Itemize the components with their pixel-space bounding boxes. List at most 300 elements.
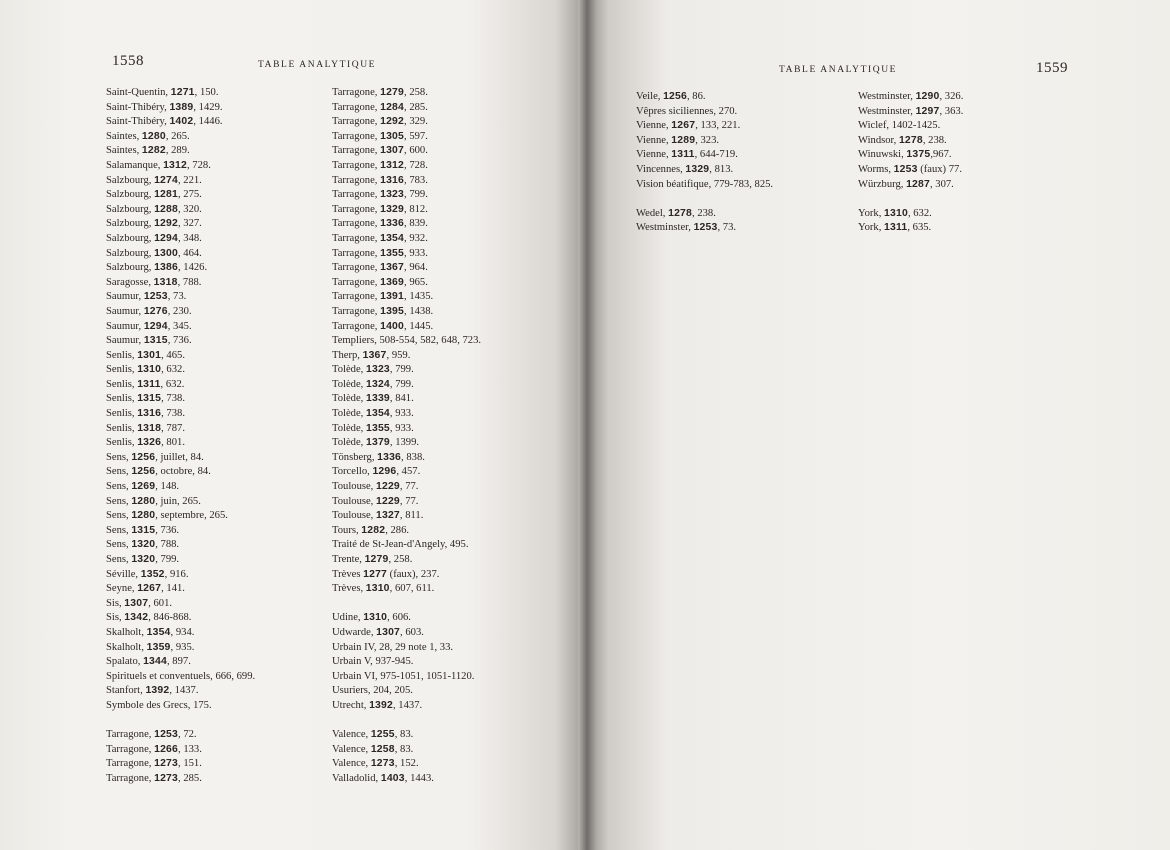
entry-text: Sens, [106, 451, 132, 463]
entry-text: , 632. [161, 364, 185, 376]
entry-year: 1255 [370, 729, 395, 741]
entry-year: 1289 [671, 134, 696, 146]
entry-year: 1310 [363, 612, 388, 624]
entry-text: , 632. [160, 378, 185, 390]
index-entry [332, 509, 481, 524]
index-entry [332, 232, 481, 247]
index-entry [106, 772, 255, 787]
entry-text: , 320. [177, 203, 202, 215]
entry-year: 1354 [146, 626, 171, 638]
entry-year: 1294 [143, 320, 168, 332]
index-entry [106, 378, 255, 393]
entry-text: Westminster, [636, 222, 694, 234]
entry-text: Udine, [332, 612, 364, 624]
index-entry [106, 495, 255, 510]
entry-text: , 1426. [177, 262, 208, 274]
entry-text: Traité de St-Jean-d'Angely, 495. [332, 539, 469, 551]
entry-text: Wedel, [636, 207, 669, 219]
entry-year: 1310 [365, 583, 390, 595]
entry-text: , 933. [389, 408, 414, 420]
index-column-left-1 [106, 86, 255, 787]
index-entry [636, 119, 773, 134]
book-gutter [578, 0, 596, 850]
entry-text: , 285. [178, 772, 202, 784]
index-entry [106, 101, 255, 116]
entry-year: 1280 [131, 510, 156, 522]
entry-text: Skalholt, [106, 626, 147, 638]
index-entry [106, 757, 255, 772]
entry-text: , 285. [404, 101, 428, 113]
entry-year: 1329 [685, 163, 710, 175]
entry-text: Vêpres siciliennes, 270. [636, 105, 738, 117]
entry-text: Tarragone, [106, 772, 155, 784]
index-entry [858, 178, 963, 193]
index-entry [106, 115, 255, 130]
entry-year: 1354 [365, 408, 390, 420]
entry-text: , 897. [167, 656, 191, 668]
entry-year: 1267 [137, 583, 162, 595]
entry-text: Tolède, [332, 422, 366, 434]
index-entry [332, 378, 481, 393]
entry-text: Spalato, [106, 656, 144, 668]
entry-text: , 783. [404, 174, 428, 186]
index-entry [332, 626, 481, 641]
entry-year: 1267 [671, 120, 696, 132]
entry-year: 1253 [143, 291, 168, 303]
entry-text: , 846-868. [148, 612, 192, 624]
entry-text: , 799. [155, 554, 180, 565]
entry-year: 1344 [143, 656, 167, 668]
entry-text: Sis, [106, 597, 125, 609]
entry-year: 1292 [380, 116, 405, 128]
index-entry [106, 582, 255, 597]
entry-text: , 1437. [393, 699, 423, 711]
entry-text: Tarragone, [332, 232, 381, 244]
entry-text: Westminster, [858, 105, 916, 117]
entry-text: Toulouse, [332, 510, 376, 522]
entry-text: , 230. [167, 305, 192, 317]
entry-year: 1300 [154, 247, 178, 259]
entry-year: 1318 [137, 422, 162, 434]
entry-year: 1288 [154, 203, 178, 215]
right-page [585, 0, 1170, 850]
entry-year: 1339 [365, 393, 390, 405]
entry-text: , 799. [404, 189, 428, 201]
entry-year: 1395 [380, 305, 405, 317]
entry-text: Valence, [332, 758, 371, 770]
entry-text: , 1429. [193, 101, 223, 113]
index-entry [332, 524, 481, 539]
index-entry [106, 232, 255, 247]
entry-text: , septembre, 265. [155, 510, 228, 522]
entry-text: Tarragone, [332, 116, 381, 128]
index-entry [332, 159, 481, 174]
index-entry [106, 728, 255, 743]
index-entry [332, 188, 481, 203]
entry-text: , 811. [399, 510, 424, 522]
entry-year: 1311 [884, 222, 908, 234]
index-entry [636, 221, 773, 236]
entry-text: Saint-Quentin, [106, 87, 171, 98]
entry-text: , juillet, 84. [155, 451, 204, 463]
index-entry [106, 641, 255, 656]
entry-year: 1281 [154, 189, 178, 201]
entry-text: , 327. [177, 218, 202, 230]
entry-text: Salzbourg, [106, 262, 155, 274]
entry-text: Senlis, [106, 378, 138, 390]
entry-text: Seyne, [106, 583, 138, 595]
entry-text: , 1437. [169, 685, 199, 697]
entry-year: 1315 [131, 524, 156, 536]
entry-text: , 148. [155, 481, 180, 493]
entry-text: , 151. [178, 758, 202, 770]
entry-year: 1256 [131, 451, 156, 463]
index-entry [332, 655, 481, 670]
entry-text: Trèves, [332, 583, 366, 595]
entry-year: 1403 [380, 772, 405, 784]
entry-year: 1273 [154, 758, 179, 770]
entry-text: (faux) 77. [917, 163, 962, 175]
index-entry [636, 148, 773, 163]
entry-text: Trèves [332, 568, 364, 580]
entry-text: , 932. [404, 232, 428, 244]
index-entry [106, 276, 255, 291]
entry-text: Skalholt, [106, 641, 147, 653]
entry-year: 1253 [154, 729, 179, 741]
entry-year: 1276 [143, 305, 168, 317]
blank-line [332, 714, 481, 729]
index-entry [332, 495, 481, 510]
entry-text: Therp, [332, 349, 363, 361]
entry-year: 1316 [137, 408, 162, 420]
index-entry [858, 105, 963, 120]
index-entry [332, 115, 481, 130]
index-entry [332, 611, 481, 626]
entry-text: , 152. [394, 758, 419, 770]
entry-year: 1359 [146, 641, 171, 653]
entry-year: 1367 [380, 262, 405, 274]
entry-year: 1323 [380, 189, 405, 201]
entry-year: 1312 [163, 159, 187, 171]
entry-text: , 813. [709, 163, 734, 175]
entry-year: 1400 [380, 320, 405, 332]
entry-year: 1266 [154, 743, 179, 755]
entry-text: , 934. [170, 626, 195, 638]
index-entry [332, 276, 481, 291]
entry-text: Sens, [106, 466, 132, 478]
blank-line [858, 192, 963, 207]
entry-text: , 839. [404, 218, 428, 230]
entry-year: 1292 [154, 218, 178, 230]
entry-text: , 1445. [404, 320, 434, 332]
entry-year: 1392 [369, 699, 393, 711]
entry-text: Utrecht, [332, 699, 370, 711]
index-entry [332, 641, 481, 656]
entry-text: , 601. [148, 597, 173, 609]
entry-text: , 635. [907, 222, 932, 234]
entry-text: Saumur, [106, 291, 144, 303]
entry-text: Tolède, [332, 364, 366, 376]
index-entry [858, 163, 963, 178]
entry-text: Tarragone, [332, 189, 381, 201]
entry-text: , 935. [170, 641, 195, 653]
index-entry [106, 86, 255, 101]
entry-text: , 600. [404, 145, 428, 157]
entry-text: York, [858, 207, 885, 219]
index-entry [106, 130, 255, 145]
entry-text: Sis, [106, 612, 125, 624]
entry-text: Salzbourg, [106, 203, 155, 215]
entry-text: Saintes, [106, 130, 142, 142]
entry-text: Tarragone, [332, 87, 381, 98]
index-entry [332, 392, 481, 407]
index-entry [332, 465, 481, 480]
entry-text: , 345. [167, 320, 192, 332]
entry-year: 1389 [169, 101, 194, 113]
entry-text: , 728. [404, 159, 428, 171]
entry-text: Senlis, [106, 393, 138, 405]
entry-text: , 812. [404, 203, 428, 215]
entry-year: 1278 [668, 207, 693, 219]
entry-year: 1282 [361, 524, 386, 536]
entry-text: Saragosse, [106, 276, 154, 288]
index-entry [332, 349, 481, 364]
index-entry [106, 538, 255, 553]
entry-text: , 933. [404, 247, 428, 259]
index-entry [106, 568, 255, 583]
index-entry [332, 480, 481, 495]
entry-text: Tarragone, [332, 174, 381, 186]
entry-text: , 644-719. [694, 149, 738, 161]
entry-text: , 86. [687, 91, 706, 102]
index-entry [106, 611, 255, 626]
index-entry [106, 144, 255, 159]
index-entry [858, 119, 963, 134]
index-entry [106, 626, 255, 641]
entry-text: , 959. [386, 349, 411, 361]
index-entry [106, 290, 255, 305]
entry-text: Winuwski, [858, 149, 907, 161]
entry-text: Westminster, [858, 91, 916, 102]
entry-year: 1229 [375, 495, 400, 507]
index-entry [106, 407, 255, 422]
entry-text: , 838. [401, 451, 425, 463]
entry-text: Senlis, [106, 364, 138, 376]
entry-text: , 238. [692, 207, 716, 219]
index-entry [332, 334, 481, 349]
entry-text: Tarragone, [106, 729, 155, 741]
index-entry [106, 203, 255, 218]
entry-text: Tarragone, [332, 203, 381, 215]
entry-text: , 799. [389, 364, 414, 376]
entry-year: 1355 [365, 422, 390, 434]
entry-year: 1311 [137, 378, 161, 390]
entry-year: 1280 [141, 130, 166, 142]
entry-text: , 738. [161, 393, 185, 405]
index-entry [106, 670, 255, 685]
index-entry [858, 148, 963, 163]
entry-text: Usuriers, 204, 205. [332, 685, 413, 697]
entry-text: Toulouse, [332, 495, 376, 507]
index-entry [858, 134, 963, 149]
index-entry [332, 772, 481, 787]
entry-text: , 603. [400, 626, 424, 638]
entry-text: Veile, [636, 91, 664, 102]
index-entry [106, 743, 255, 758]
entry-year: 1280 [131, 495, 156, 507]
entry-text: (faux), 237. [387, 568, 440, 580]
entry-text: , 597. [404, 130, 428, 142]
entry-text: Valladolid, [332, 772, 381, 784]
entry-text: , 1399. [389, 437, 420, 449]
entry-text: , 221. [177, 174, 202, 186]
entry-text: Saintes, [106, 145, 142, 157]
entry-text: Tarragone, [106, 743, 155, 755]
entry-text: Saumur, [106, 305, 144, 317]
entry-year: 1301 [137, 349, 162, 361]
entry-year: 1297 [915, 105, 940, 117]
entry-text: Valence, [332, 729, 371, 741]
index-entry [332, 305, 481, 320]
entry-text: , 801. [161, 437, 185, 449]
entry-year: 1253 [693, 222, 718, 234]
index-entry [106, 684, 255, 699]
entry-text: , 72. [178, 729, 197, 741]
entry-text: , 307. [929, 178, 954, 190]
entry-year: 1290 [915, 91, 940, 102]
entry-year: 1253 [893, 163, 918, 175]
entry-year: 1342 [124, 612, 149, 624]
entry-text: , 329. [404, 116, 428, 128]
entry-text: , 933. [389, 422, 414, 434]
index-entry [106, 159, 255, 174]
entry-text: Vincennes, [636, 163, 686, 175]
entry-year: 1320 [131, 539, 156, 551]
entry-year: 1287 [906, 178, 930, 190]
entry-text: , 1443. [404, 772, 434, 784]
entry-text: Senlis, [106, 349, 138, 361]
index-entry [332, 130, 481, 145]
entry-text: Saumur, [106, 320, 144, 332]
entry-text: Tarragone, [332, 145, 381, 157]
entry-text: , 787. [161, 422, 185, 434]
entry-text: Tarragone, [332, 305, 381, 317]
entry-year: 1256 [663, 91, 687, 102]
index-entry [332, 422, 481, 437]
index-entry [332, 684, 481, 699]
index-entry [106, 261, 255, 276]
entry-text: , 1446. [193, 116, 223, 128]
entry-text: , 799. [389, 378, 414, 390]
index-entry [332, 144, 481, 159]
index-entry [332, 538, 481, 553]
index-entry [332, 568, 481, 583]
entry-text: , 258. [404, 87, 428, 98]
entry-year: 1311 [671, 149, 695, 161]
entry-text: Sens, [106, 481, 132, 493]
entry-year: 1379 [365, 437, 390, 449]
entry-year: 1323 [365, 364, 390, 376]
entry-text: Salzbourg, [106, 218, 155, 230]
index-entry [332, 101, 481, 116]
index-entry [106, 553, 255, 568]
entry-text: , 133. [178, 743, 202, 755]
index-entry [332, 743, 481, 758]
entry-text: , 964. [404, 262, 428, 274]
entry-text: Tolède, [332, 393, 366, 405]
entry-text: , 916. [164, 568, 189, 580]
index-entry [106, 422, 255, 437]
entry-text: Windsor, [858, 134, 899, 146]
entry-year: 1324 [365, 378, 390, 390]
entry-text: Senlis, [106, 437, 138, 449]
entry-text: Vienne, [636, 120, 672, 132]
entry-text: , juin, 265. [155, 495, 201, 507]
entry-text: , 258. [388, 554, 413, 565]
entry-year: 1296 [372, 466, 397, 478]
entry-year: 1392 [145, 685, 170, 697]
entry-year: 1307 [376, 626, 401, 638]
entry-text: , octobre, 84. [155, 466, 211, 478]
entry-text: , 788. [177, 276, 202, 288]
entry-text: , 457. [396, 466, 421, 478]
entry-year: 1367 [362, 349, 387, 361]
entry-year: 1312 [380, 159, 405, 171]
entry-year: 1279 [380, 87, 405, 98]
entry-text: , 77. [399, 495, 419, 507]
blank-line [332, 597, 481, 612]
index-entry [106, 509, 255, 524]
index-entry [106, 174, 255, 189]
entry-year: 1277 [363, 568, 388, 580]
entry-year: 1269 [131, 481, 156, 493]
entry-text: Tarragone, [332, 291, 381, 303]
entry-text: Saint-Thibéry, [106, 101, 170, 113]
entry-year: 1352 [140, 568, 165, 580]
entry-text: Toulouse, [332, 481, 376, 493]
entry-text: , 728. [187, 159, 211, 171]
index-entry [332, 363, 481, 378]
entry-text: , 73. [717, 222, 737, 234]
index-entry [332, 407, 481, 422]
entry-text: York, [858, 222, 885, 234]
index-entry [106, 247, 255, 262]
index-entry [332, 203, 481, 218]
index-entry [106, 334, 255, 349]
index-entry [636, 207, 773, 222]
entry-text: , 965. [404, 276, 428, 288]
entry-year: 1336 [380, 218, 405, 230]
entry-year: 1402 [169, 116, 194, 128]
index-entry [332, 728, 481, 743]
entry-year: 1336 [377, 451, 402, 463]
entry-text: , 73. [167, 291, 187, 303]
index-entry [332, 86, 481, 101]
index-entry [106, 349, 255, 364]
entry-text: Vienne, [636, 134, 672, 146]
entry-text: Sens, [106, 554, 132, 565]
index-entry [858, 90, 963, 105]
index-entry [636, 105, 773, 120]
entry-text: , 632. [907, 207, 932, 219]
entry-year: 1278 [898, 134, 923, 146]
entry-year: 1369 [380, 276, 405, 288]
entry-text: Sens, [106, 524, 132, 536]
entry-year: 1375 [906, 149, 931, 161]
entry-text: , 265. [165, 130, 190, 142]
index-entry [106, 217, 255, 232]
entry-text: Urbain VI, 975-1051, 1051-1120. [332, 670, 475, 682]
